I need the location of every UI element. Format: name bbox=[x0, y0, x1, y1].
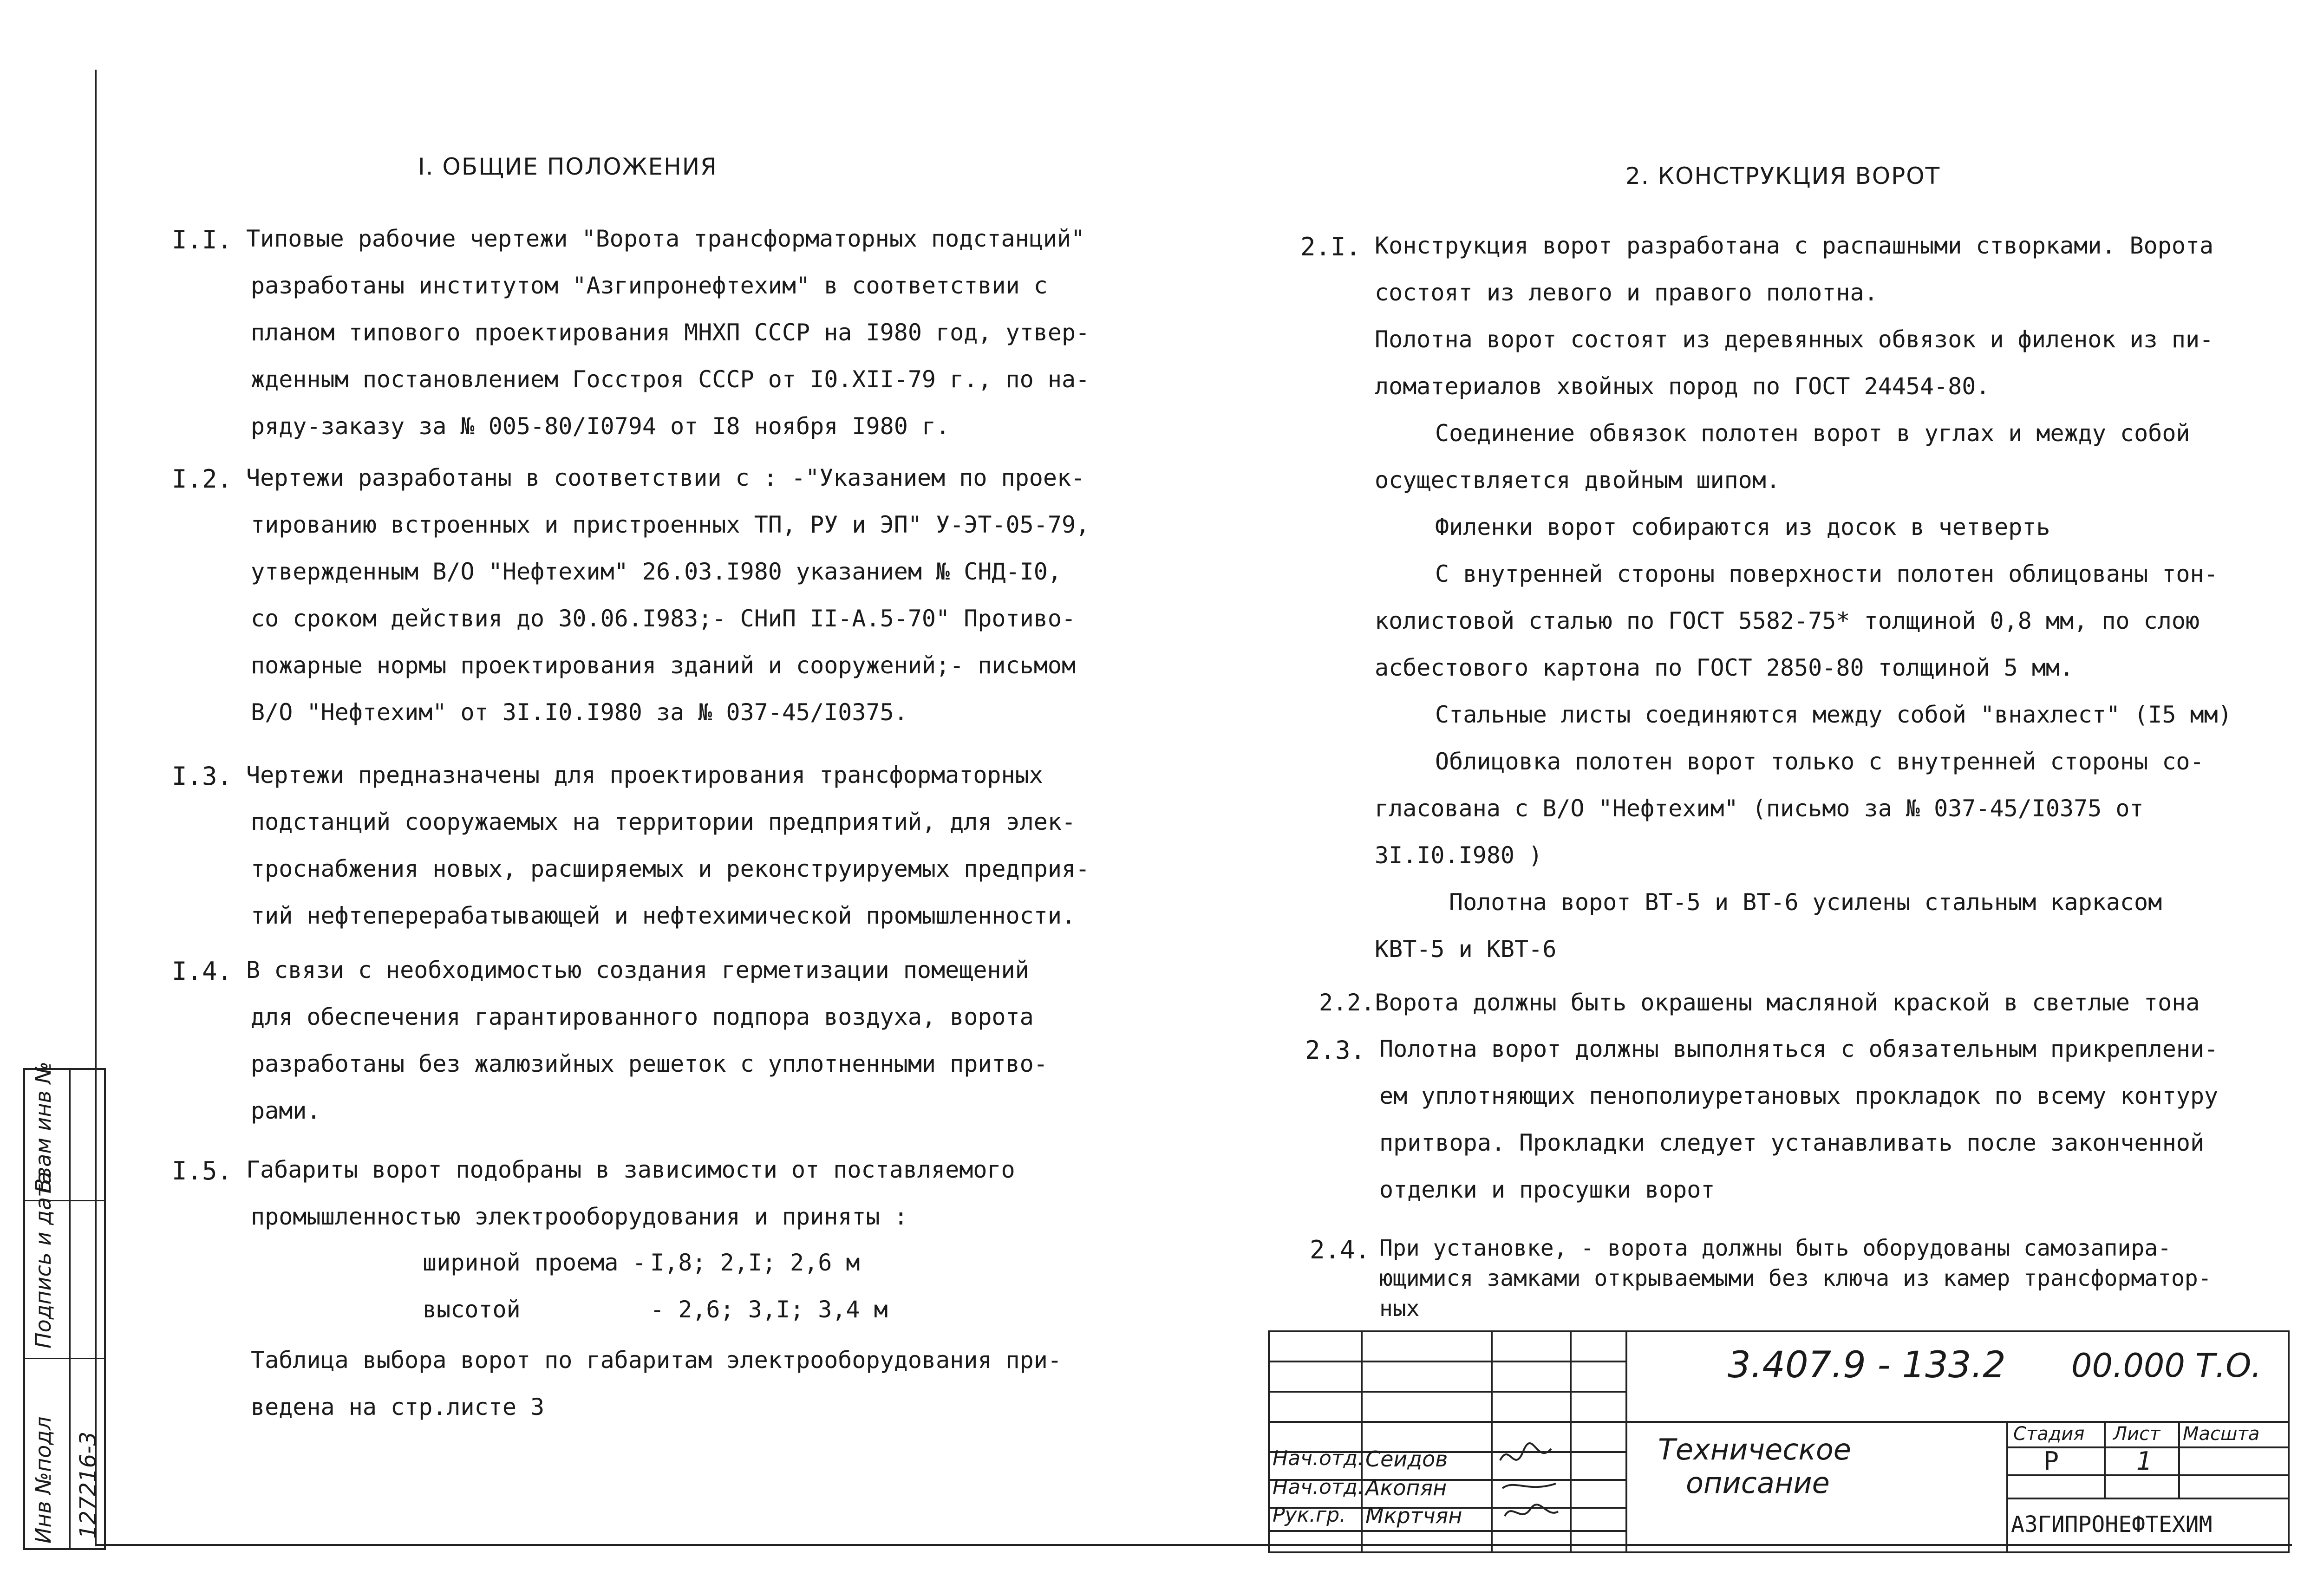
section-2-item-number: 2.I. bbox=[1300, 232, 1361, 261]
section-2-item-line: асбестового картона по ГОСТ 2850-80 толщиной 5 мм. bbox=[1375, 654, 2074, 681]
section-1-item-line: жденным постановлением Госстроя СССР от I0.XII-79 г., по на- bbox=[251, 366, 1090, 393]
section-1-item-line: тированию встроенных и пристроенных ТП, РУ и ЭП" У-ЭТ-05-79, bbox=[251, 511, 1090, 538]
document-title-line-2: описание bbox=[1686, 1466, 1830, 1500]
stage-value: Р bbox=[2043, 1446, 2059, 1476]
section-1-item-line: промышленностью электрооборудования и приняты : bbox=[251, 1203, 908, 1230]
signature-scribbles bbox=[1495, 1442, 1565, 1535]
section-1-item-line: подстанций сооружаемых на территории предприятий, для элек- bbox=[251, 808, 1076, 835]
section-1-item-line: троснабжения новых, расширяемых и реконструируемых предприя- bbox=[251, 855, 1090, 882]
sheet-value: 1 bbox=[2136, 1446, 2153, 1476]
section-2-item-number: 2.3. bbox=[1305, 1036, 1366, 1065]
section-1-item-line: ряду-заказу за № 005-80/I0794 от I8 ноября I980 г. bbox=[251, 413, 950, 440]
section-2-item-line: ющимися замками открываемыми без ключа из камер трансформатор- bbox=[1379, 1265, 2212, 1291]
section-2-item-line: Конструкция ворот разработана с распашными створками. Ворота bbox=[1375, 232, 2214, 259]
section-2-item-line: отделки и просушки ворот bbox=[1379, 1176, 1715, 1203]
section-1-item-number: I.2. bbox=[172, 464, 233, 494]
sheet-bottom-border bbox=[95, 1544, 2292, 1546]
section-1-item-line: В/О "Нефтехим" от 3I.I0.I980 за № 037-45/I0375. bbox=[251, 699, 908, 726]
section-1-item-line: Габариты ворот подобраны в зависимости от поставляемого bbox=[246, 1156, 1015, 1183]
section-2-item-line: гласована с В/О "Нефтехим" (письмо за № 037-45/I0375 от bbox=[1375, 795, 2144, 822]
section-2-item-line: При установке, - ворота должны быть оборудованы самозапира- bbox=[1379, 1235, 2172, 1261]
section-1-title: I. ОБЩИЕ ПОЛОЖЕНИЯ bbox=[418, 153, 718, 180]
section-2-title: 2. КОНСТРУКЦИЯ ВОРОТ bbox=[1625, 163, 1941, 189]
section-1-item-line: утвержденным В/О "Нефтехим" 26.03.I980 указанием № СНД-I0, bbox=[251, 558, 1062, 585]
section-2-item-line: Полотна ворот состоят из деревянных обвязок и филенок из пи- bbox=[1375, 326, 2214, 353]
title-block bbox=[1268, 1330, 2290, 1553]
section-2-item-line: колистовой сталью по ГОСТ 5582-75* толщиной 0,8 мм, по слою bbox=[1375, 607, 2200, 634]
document-code: 3.407.9 - 133.2 bbox=[1728, 1344, 2006, 1386]
document-title-line-1: Техническое bbox=[1658, 1433, 1851, 1466]
dimension-label: шириной проема - bbox=[423, 1249, 646, 1276]
table-reference-note: Таблица выбора ворот по габаритам электрооборудования при- bbox=[251, 1347, 1062, 1374]
section-1-item-line: планом типового проектирования МНХП СССР на I980 год, утвер- bbox=[251, 319, 1090, 346]
stage-label: Стадия bbox=[2013, 1423, 2085, 1445]
section-2-item-line: притвора. Прокладки следует устанавливать после законченной bbox=[1379, 1129, 2205, 1156]
section-2-item-line: Филенки ворот собираются из досок в четверть bbox=[1435, 514, 2050, 541]
section-2-item-number: 2.4. bbox=[1310, 1235, 1371, 1264]
signer-role-3: Рук.гр. bbox=[1273, 1503, 1346, 1527]
section-1-item-number: I.I. bbox=[172, 225, 233, 254]
section-2-item-line: Полотна ворот должны выполняться с обязательным прикреплени- bbox=[1379, 1036, 2219, 1062]
section-1-item-number: I.4. bbox=[172, 957, 233, 986]
section-1-item-line: Чертежи разработаны в соответствии с : -"Указанием по проек- bbox=[246, 464, 1085, 491]
section-2-item-line: ных bbox=[1379, 1296, 1420, 1322]
section-2-item-line: КВТ-5 и КВТ-6 bbox=[1375, 936, 1557, 963]
section-2-item-line: осуществляется двойным шипом. bbox=[1375, 467, 1780, 494]
section-2-item-line: Соединение обвязок полотен ворот в углах и между собой bbox=[1435, 420, 2190, 447]
section-2-item-line: 2.2.Ворота должны быть окрашены масляной краской в светлые тона bbox=[1319, 989, 2200, 1016]
margin-stamp bbox=[23, 1061, 106, 1550]
sheet-label: Лист bbox=[2113, 1423, 2160, 1445]
section-1-item-line: разработаны институтом "Азгипронефтехим" в соответствии с bbox=[251, 272, 1048, 299]
section-1-item-line: разработаны без жалюзийных решеток с уплотненными притво- bbox=[251, 1050, 1048, 1077]
document-suffix: 00.000 Т.О. bbox=[2071, 1347, 2262, 1385]
section-1-item-line: со сроком действия до 30.06.I983;- СНиП II-А.5-70" Противо- bbox=[251, 605, 1076, 632]
signer-name-1: Сеидов bbox=[1365, 1446, 1448, 1472]
section-1-item-line: для обеспечения гарантированного подпора воздуха, ворота bbox=[251, 1003, 1034, 1030]
margin-podpis-label: Подпись и дата bbox=[31, 1171, 56, 1348]
section-2-item-line: ем уплотняющих пенополиуретановых прокладок по всему контуру bbox=[1379, 1082, 2219, 1109]
section-1-item-number: I.5. bbox=[172, 1156, 233, 1186]
signer-name-2: Акопян bbox=[1365, 1475, 1447, 1500]
section-2-item-line: С внутренней стороны поверхности полотен облицованы тон- bbox=[1435, 560, 2218, 587]
signer-role-2: Нач.отд. bbox=[1273, 1475, 1364, 1499]
section-2-item-line: Полотна ворот ВТ-5 и ВТ-6 усилены стальным каркасом bbox=[1449, 889, 2162, 916]
section-2-item-line: Облицовка полотен ворот только с внутренней стороны со- bbox=[1435, 748, 2204, 775]
signer-role-1: Нач.отд. bbox=[1273, 1446, 1364, 1470]
section-1-item-line: В связи с необходимостью создания герметизации помещений bbox=[246, 957, 1029, 984]
signer-name-3: Мкртчян bbox=[1365, 1503, 1462, 1528]
dimension-values: - 2,6; 3,I; 3,4 м bbox=[650, 1296, 888, 1323]
dimension-values: I,8; 2,I; 2,6 м bbox=[650, 1249, 860, 1276]
section-1-item-line: тий нефтеперерабатывающей и нефтехимической промышленности. bbox=[251, 902, 1076, 929]
section-1-item-line: рами. bbox=[251, 1097, 321, 1124]
margin-inventory-number: 127216-3 bbox=[75, 1431, 101, 1539]
section-1-item-line: Чертежи предназначены для проектирования трансформаторных bbox=[246, 762, 1043, 788]
table-reference-note: ведена на стр.листе 3 bbox=[251, 1394, 545, 1420]
section-1-item-number: I.3. bbox=[172, 762, 233, 791]
margin-vzam-label: Взам инв № bbox=[31, 1061, 56, 1193]
margin-inv-podl-label: Инв №подл bbox=[31, 1416, 56, 1544]
section-1-item-line: Типовые рабочие чертежи "Ворота трансформаторных подстанций" bbox=[246, 225, 1085, 252]
section-2-item-line: Стальные листы соединяются между собой "внахлест" (I5 мм) bbox=[1435, 701, 2232, 728]
section-2-item-line: ломатериалов хвойных пород по ГОСТ 24454-80. bbox=[1375, 373, 1990, 400]
section-1-item-line: пожарные нормы проектирования зданий и сооружений;- письмом bbox=[251, 652, 1076, 679]
section-2-item-line: состоят из левого и правого полотна. bbox=[1375, 279, 1878, 306]
scale-label: Масшта bbox=[2183, 1423, 2260, 1445]
dimension-label: высотой bbox=[423, 1296, 521, 1323]
section-2-item-line: 3I.I0.I980 ) bbox=[1375, 842, 1543, 869]
organization-name: АЗГИПРОНЕФТЕХИМ bbox=[2011, 1511, 2213, 1537]
